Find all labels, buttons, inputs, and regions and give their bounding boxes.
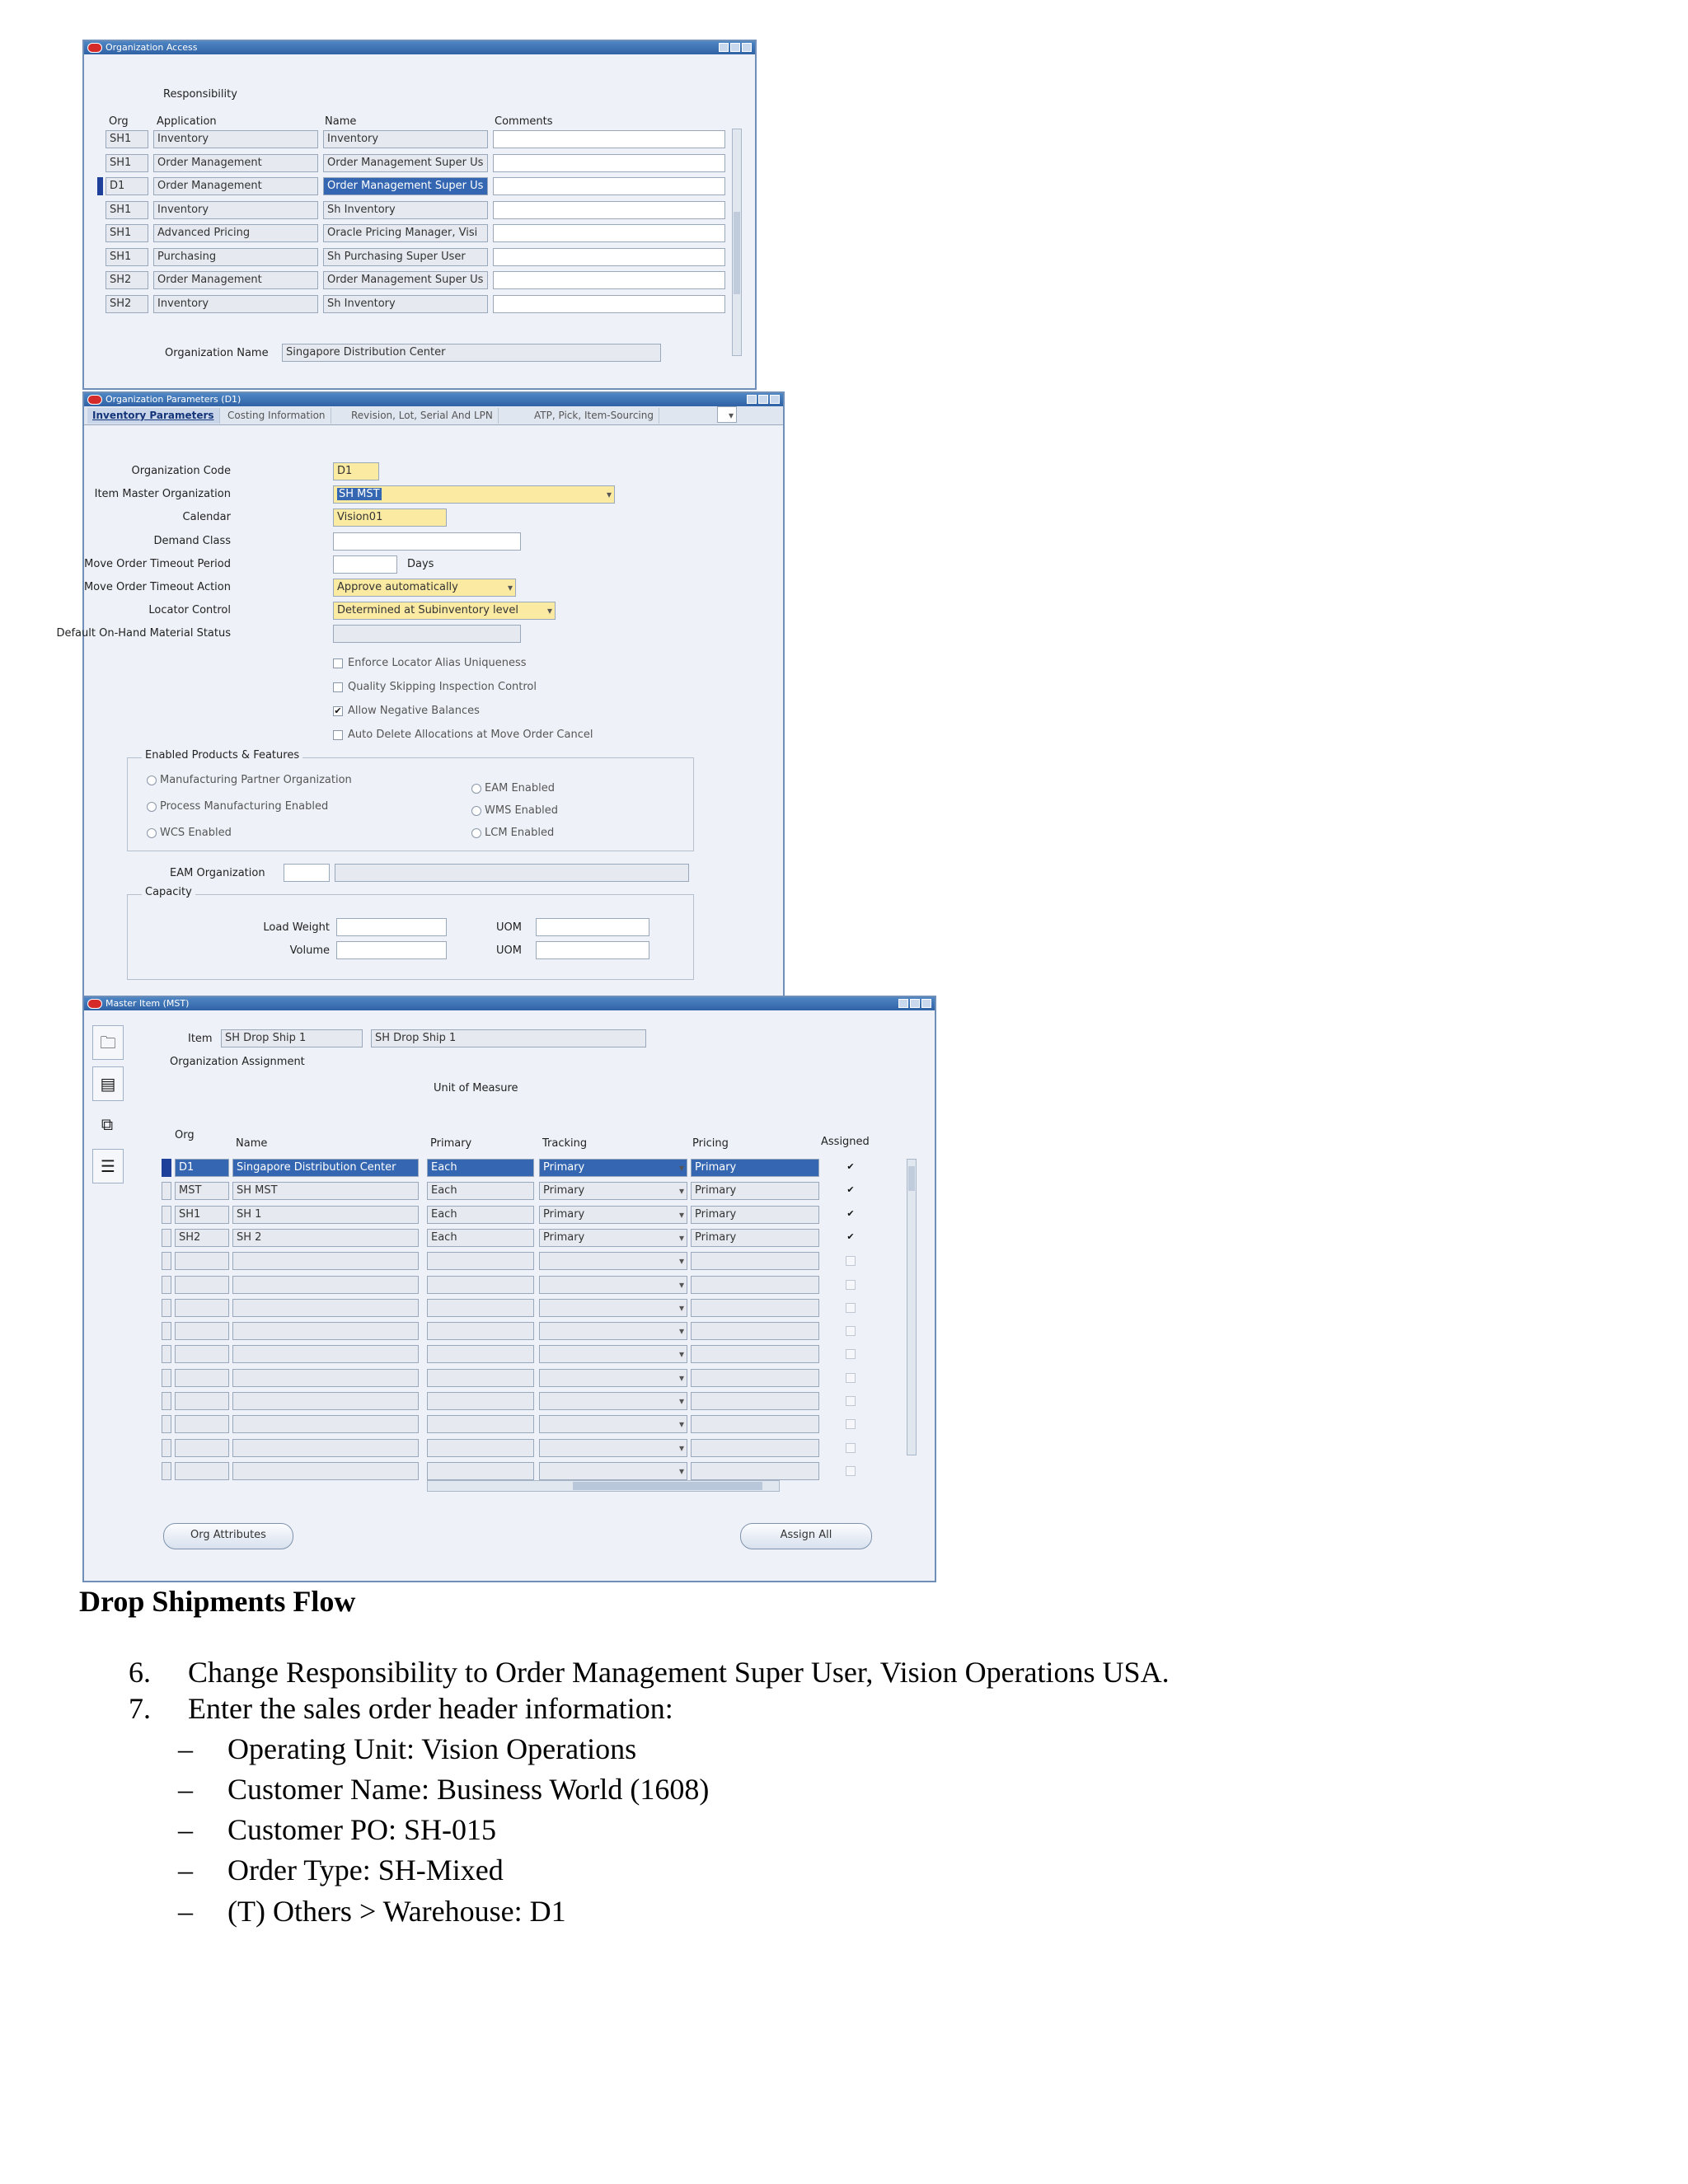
oracle-logo-icon — [87, 395, 102, 405]
section-heading: Drop Shipments Flow — [79, 1585, 356, 1618]
tracking-cell[interactable] — [539, 1252, 687, 1270]
primary-uom-cell[interactable]: Each — [427, 1206, 534, 1224]
bullet-dash: – — [178, 1732, 193, 1765]
comments-cell[interactable] — [493, 295, 725, 313]
primary-uom-cell[interactable] — [427, 1462, 534, 1480]
pricing-cell[interactable] — [691, 1345, 819, 1363]
row-selector[interactable] — [162, 1299, 171, 1317]
tracking-header: Tracking — [542, 1137, 588, 1150]
tab-list-dropdown[interactable] — [717, 406, 737, 423]
assignment-vertical-scrollbar[interactable] — [907, 1159, 917, 1455]
feature-label: Manufacturing Partner Organization — [160, 774, 352, 786]
tab-inventory-parameters[interactable]: Inventory Parameters — [87, 408, 220, 424]
tracking-cell[interactable]: Primary ▾ — [539, 1182, 687, 1200]
timeout-action-select[interactable]: Approve automatically ▾ — [333, 579, 516, 597]
master-item-titlebar[interactable] — [84, 997, 935, 1010]
close-icon[interactable] — [770, 395, 780, 404]
name-cell[interactable]: Oracle Pricing Manager, Visi — [323, 224, 488, 242]
name-header: Name — [325, 115, 357, 128]
org-header: Org — [175, 1129, 195, 1141]
close-icon[interactable] — [742, 43, 752, 52]
name-header: Name — [236, 1137, 268, 1150]
pricing-header: Pricing — [692, 1137, 729, 1150]
scrollbar-thumb[interactable] — [908, 1166, 915, 1191]
comments-cell[interactable] — [493, 201, 725, 219]
tracking-cell[interactable] — [539, 1462, 687, 1480]
org-code-label: Organization Code — [131, 465, 231, 477]
bullet-text: (T) Others > Warehouse: D1 — [227, 1895, 566, 1928]
organization-parameters-titlebar[interactable] — [84, 393, 783, 406]
assigned-checkbox[interactable] — [846, 1419, 856, 1429]
assigned-checkbox[interactable]: ✔ — [846, 1161, 855, 1172]
bullet-dash: – — [178, 1895, 193, 1928]
item-master-org-label: Item Master Organization — [94, 488, 231, 500]
comments-cell[interactable] — [493, 154, 725, 172]
row-selector[interactable] — [162, 1345, 171, 1363]
assigned-checkbox[interactable] — [846, 1373, 856, 1383]
pricing-cell[interactable] — [691, 1369, 819, 1387]
enabled-features-label: Enabled Products & Features — [142, 749, 302, 762]
assigned-checkbox[interactable] — [846, 1256, 856, 1266]
tracking-cell[interactable]: Primary ▾ — [539, 1206, 687, 1224]
step-number: 7. — [129, 1692, 151, 1725]
load-weight-uom-field[interactable] — [536, 918, 649, 936]
row-selector[interactable] — [162, 1415, 171, 1433]
uom-label-1: UOM — [496, 921, 522, 934]
assigned-checkbox[interactable] — [846, 1349, 856, 1359]
feature-label: WMS Enabled — [485, 804, 558, 817]
assigned-checkbox[interactable] — [846, 1280, 856, 1290]
uom-label-2: UOM — [496, 944, 522, 957]
primary-uom-cell[interactable] — [427, 1322, 534, 1340]
name-cell[interactable]: Order Management Super Us — [323, 177, 488, 195]
application-cell[interactable]: Order Management — [153, 154, 318, 172]
pricing-cell[interactable]: Primary — [691, 1206, 819, 1224]
row-selector[interactable] — [162, 1229, 171, 1247]
eam-organization-label: EAM Organization — [170, 867, 265, 879]
minimize-icon[interactable] — [898, 999, 908, 1008]
bullet-text: Order Type: SH-Mixed — [227, 1854, 504, 1886]
window-title: Organization Access — [106, 42, 198, 53]
primary-uom-cell[interactable] — [427, 1345, 534, 1363]
assigned-checkbox[interactable]: ✔ — [846, 1230, 855, 1242]
primary-uom-cell[interactable] — [427, 1415, 534, 1433]
org-cell[interactable]: D1 — [106, 177, 148, 195]
tab-revision-lot-serial[interactable]: Revision, Lot, Serial And LPN — [346, 408, 499, 424]
item-label: Item — [188, 1033, 213, 1045]
name-cell[interactable]: Singapore Distribution Center — [232, 1159, 419, 1177]
assigned-checkbox[interactable] — [846, 1396, 856, 1406]
primary-header: Primary — [430, 1137, 472, 1150]
comments-cell[interactable] — [493, 224, 725, 242]
feature-label: LCM Enabled — [485, 827, 555, 839]
application-cell[interactable]: Inventory — [153, 201, 318, 219]
onhand-status-field[interactable] — [333, 625, 521, 643]
demand-class-label: Demand Class — [153, 535, 231, 547]
master-item-window — [82, 996, 936, 1582]
feature-checkbox[interactable] — [471, 828, 481, 838]
option-label: Allow Negative Balances — [348, 705, 480, 717]
application-cell[interactable]: Advanced Pricing — [153, 224, 318, 242]
row-selector[interactable] — [162, 1392, 171, 1410]
step-text: Change Responsibility to Order Management Super User, Vision Operations USA. — [188, 1656, 1170, 1689]
assigned-checkbox[interactable] — [846, 1326, 856, 1336]
oracle-logo-icon — [87, 43, 102, 53]
name-cell[interactable] — [232, 1439, 419, 1457]
pricing-cell[interactable] — [691, 1415, 819, 1433]
tab-costing-information[interactable]: Costing Information — [223, 408, 331, 424]
option-label: Quality Skipping Inspection Control — [348, 681, 537, 693]
calendar-field[interactable]: Vision01 — [333, 509, 447, 527]
name-cell[interactable] — [232, 1276, 419, 1294]
current-row-indicator — [97, 177, 103, 195]
capacity-group — [127, 894, 694, 980]
org-cell[interactable]: MST — [175, 1182, 229, 1200]
feature-label: EAM Enabled — [485, 782, 555, 794]
option-checkbox[interactable]: ✔ — [334, 705, 342, 716]
name-cell[interactable]: Sh Inventory — [323, 201, 488, 219]
days-label: Days — [407, 558, 434, 570]
primary-uom-cell[interactable]: Each — [427, 1182, 534, 1200]
pricing-cell[interactable] — [691, 1392, 819, 1410]
assign-all-button[interactable]: Assign All — [740, 1523, 872, 1549]
application-cell[interactable]: Purchasing — [153, 248, 318, 266]
name-cell[interactable]: Inventory — [323, 130, 488, 148]
org-assignment-label: Organization Assignment — [170, 1056, 305, 1068]
org-cell[interactable]: SH2 — [175, 1229, 229, 1247]
org-cell[interactable] — [175, 1322, 229, 1340]
org-header: Org — [109, 115, 129, 128]
organization-access-titlebar[interactable] — [84, 41, 755, 54]
maximize-icon[interactable] — [910, 999, 920, 1008]
assigned-checkbox[interactable] — [846, 1466, 856, 1476]
application-cell[interactable]: Inventory — [153, 130, 318, 148]
pricing-cell[interactable]: Primary — [691, 1229, 819, 1247]
org-cell[interactable]: SH2 — [106, 271, 148, 289]
application-header: Application — [157, 115, 217, 128]
name-cell[interactable]: SH MST — [232, 1182, 419, 1200]
application-cell[interactable]: Order Management — [153, 177, 318, 195]
org-cell[interactable]: SH1 — [175, 1206, 229, 1224]
oracle-logo-icon — [87, 999, 102, 1009]
step-number: 6. — [129, 1656, 151, 1689]
feature-label: Process Manufacturing Enabled — [160, 800, 329, 813]
tab-atp-pick-sourcing[interactable]: ATP, Pick, Item-Sourcing — [529, 408, 659, 424]
bullet-text: Operating Unit: Vision Operations — [227, 1732, 637, 1765]
org-cell[interactable] — [175, 1369, 229, 1387]
org-cell[interactable]: SH1 — [106, 154, 148, 172]
row-selector[interactable] — [162, 1206, 171, 1224]
tracking-cell[interactable] — [539, 1276, 687, 1294]
option-checkbox[interactable] — [333, 682, 343, 692]
responsibility-scrollbar[interactable] — [732, 129, 742, 356]
parameter-tabs — [84, 406, 783, 425]
assigned-checkbox[interactable]: ✔ — [846, 1207, 855, 1219]
feature-checkbox[interactable] — [471, 806, 481, 816]
org-cell[interactable]: SH1 — [106, 224, 148, 242]
feature-checkbox[interactable] — [147, 828, 157, 838]
timeout-period-field[interactable] — [333, 555, 397, 574]
item-master-org-field[interactable] — [333, 485, 615, 504]
org-cell[interactable] — [175, 1415, 229, 1433]
org-cell[interactable] — [175, 1252, 229, 1270]
name-cell[interactable] — [232, 1345, 419, 1363]
bullet-dash: – — [178, 1773, 193, 1806]
tracking-cell[interactable] — [539, 1299, 687, 1317]
option-label: Enforce Locator Alias Uniqueness — [348, 657, 527, 669]
minimize-icon[interactable] — [719, 43, 729, 52]
row-selector[interactable] — [162, 1252, 171, 1270]
comments-cell[interactable] — [493, 248, 725, 266]
item-image-icon[interactable]: 🗀 — [92, 1025, 124, 1060]
comments-header: Comments — [495, 115, 553, 128]
primary-uom-cell[interactable]: Each — [427, 1229, 534, 1247]
calendar-label: Calendar — [182, 511, 231, 523]
assigned-checkbox[interactable]: ✔ — [846, 1184, 855, 1196]
application-cell[interactable]: Inventory — [153, 295, 318, 313]
pricing-cell[interactable] — [691, 1299, 819, 1317]
primary-uom-cell[interactable] — [427, 1392, 534, 1410]
org-cell[interactable]: SH2 — [106, 295, 148, 313]
feature-checkbox[interactable] — [147, 776, 157, 785]
eam-organization-name — [335, 864, 689, 882]
organization-access-window — [82, 40, 757, 390]
window-title: Master Item (MST) — [106, 998, 190, 1009]
primary-uom-cell[interactable] — [427, 1439, 534, 1457]
option-label: Auto Delete Allocations at Move Order Cancel — [348, 729, 593, 741]
org-cell[interactable]: SH1 — [106, 201, 148, 219]
org-cell[interactable] — [175, 1439, 229, 1457]
org-cell[interactable] — [175, 1462, 229, 1480]
item-description-field[interactable]: SH Drop Ship 1 — [371, 1029, 646, 1047]
pricing-cell[interactable] — [691, 1252, 819, 1270]
name-cell[interactable] — [232, 1252, 419, 1270]
pricing-cell[interactable] — [691, 1276, 819, 1294]
maximize-icon[interactable] — [730, 43, 740, 52]
bullet-dash: – — [178, 1813, 193, 1846]
org-cell[interactable] — [175, 1299, 229, 1317]
window-title: Organization Parameters (D1) — [106, 394, 241, 405]
primary-uom-cell[interactable] — [427, 1276, 534, 1294]
assigned-checkbox[interactable] — [846, 1443, 856, 1453]
locator-control-select[interactable]: Determined at Subinventory level ▾ — [333, 602, 556, 620]
row-selector[interactable] — [162, 1322, 171, 1340]
org-attributes-button[interactable]: Org Attributes — [163, 1523, 293, 1549]
comments-cell[interactable] — [493, 271, 725, 289]
assignment-horizontal-scrollbar[interactable] — [427, 1480, 780, 1492]
bullet-text: Customer Name: Business World (1608) — [227, 1773, 710, 1806]
window-controls — [897, 999, 931, 1012]
minimize-icon[interactable] — [747, 395, 757, 404]
pricing-cell[interactable]: Primary — [691, 1159, 819, 1177]
name-cell[interactable]: Sh Inventory — [323, 295, 488, 313]
maximize-icon[interactable] — [758, 395, 768, 404]
application-cell[interactable]: Order Management — [153, 271, 318, 289]
scrollbar-thumb[interactable] — [573, 1482, 762, 1490]
org-cell[interactable] — [175, 1392, 229, 1410]
demand-class-field[interactable] — [333, 532, 521, 551]
name-cell[interactable]: SH 1 — [232, 1206, 419, 1224]
row-selector[interactable] — [162, 1276, 171, 1294]
item-master-org-value: SH MST — [339, 488, 380, 500]
assigned-header: Assigned — [821, 1136, 870, 1148]
name-cell[interactable] — [232, 1392, 419, 1410]
tracking-cell[interactable] — [539, 1345, 687, 1363]
name-cell[interactable] — [232, 1462, 419, 1480]
window-controls — [717, 43, 752, 56]
organization-name-field[interactable]: Singapore Distribution Center — [282, 344, 661, 362]
assigned-checkbox[interactable] — [846, 1303, 856, 1313]
comments-cell[interactable] — [493, 177, 725, 195]
current-row-indicator — [162, 1159, 171, 1177]
step-text: Enter the sales order header information: — [188, 1692, 673, 1725]
tracking-cell[interactable] — [539, 1369, 687, 1387]
option-checkbox[interactable] — [333, 658, 343, 668]
name-cell[interactable] — [232, 1299, 419, 1317]
name-cell[interactable]: Sh Purchasing Super User — [323, 248, 488, 266]
catalog-list-icon[interactable]: ☰ — [92, 1149, 124, 1183]
scrollbar-thumb[interactable] — [734, 212, 740, 294]
organization-name-label: Organization Name — [165, 347, 269, 359]
eam-organization-field[interactable] — [284, 864, 330, 882]
pricing-cell[interactable] — [691, 1322, 819, 1340]
comments-cell[interactable] — [493, 130, 725, 148]
tracking-cell[interactable]: Primary ▾ — [539, 1229, 687, 1247]
bullet-dash: – — [178, 1854, 193, 1886]
tracking-cell[interactable] — [539, 1415, 687, 1433]
locator-control-label: Locator Control — [148, 604, 231, 616]
name-cell[interactable]: Order Management Super Us — [323, 154, 488, 172]
uom-group-label: Unit of Measure — [434, 1082, 518, 1094]
responsibility-group-label: Responsibility — [163, 88, 237, 101]
row-selector[interactable] — [162, 1369, 171, 1387]
volume-field[interactable] — [336, 941, 447, 959]
timeout-period-label: Move Order Timeout Period — [84, 558, 231, 570]
timeout-action-label: Move Order Timeout Action — [83, 581, 231, 593]
load-weight-field[interactable] — [336, 918, 447, 936]
org-cell[interactable] — [175, 1345, 229, 1363]
org-cell[interactable] — [175, 1276, 229, 1294]
org-cell[interactable]: SH1 — [106, 248, 148, 266]
load-weight-label: Load Weight — [263, 921, 330, 934]
item-field[interactable]: SH Drop Ship 1 — [221, 1029, 363, 1047]
pricing-cell[interactable] — [691, 1439, 819, 1457]
tracking-cell[interactable]: Primary ▾ — [539, 1159, 687, 1177]
onhand-status-label: Default On-Hand Material Status — [56, 627, 231, 640]
pricing-cell[interactable]: Primary — [691, 1182, 819, 1200]
primary-uom-cell[interactable] — [427, 1299, 534, 1317]
tracking-cell[interactable] — [539, 1392, 687, 1410]
pricing-cell[interactable] — [691, 1462, 819, 1480]
option-checkbox[interactable] — [333, 730, 343, 740]
name-cell[interactable]: Order Management Super Us — [323, 271, 488, 289]
attachments-icon[interactable]: ⧉ — [101, 1114, 114, 1134]
name-cell[interactable] — [232, 1415, 419, 1433]
name-cell[interactable] — [232, 1369, 419, 1387]
close-icon[interactable] — [921, 999, 931, 1008]
volume-uom-field[interactable] — [536, 941, 649, 959]
feature-checkbox[interactable] — [471, 784, 481, 794]
primary-uom-cell[interactable] — [427, 1252, 534, 1270]
feature-checkbox[interactable] — [147, 802, 157, 812]
org-cell[interactable]: D1 — [175, 1159, 229, 1177]
tracking-cell[interactable] — [539, 1322, 687, 1340]
org-cell[interactable]: SH1 — [106, 130, 148, 148]
primary-uom-cell[interactable] — [427, 1369, 534, 1387]
name-cell[interactable] — [232, 1322, 419, 1340]
tracking-cell[interactable] — [539, 1439, 687, 1457]
bullet-text: Customer PO: SH-015 — [227, 1813, 497, 1846]
name-cell[interactable]: SH 2 — [232, 1229, 419, 1247]
volume-label: Volume — [289, 944, 330, 957]
primary-uom-cell[interactable]: Each — [427, 1159, 534, 1177]
feature-label: WCS Enabled — [160, 827, 232, 839]
row-selector[interactable] — [162, 1462, 171, 1480]
capacity-label: Capacity — [142, 886, 195, 898]
row-selector[interactable] — [162, 1182, 171, 1200]
org-code-field[interactable]: D1 — [333, 462, 379, 480]
document-icon[interactable]: ▤ — [92, 1066, 124, 1101]
row-selector[interactable] — [162, 1439, 171, 1457]
organization-parameters-window — [56, 391, 785, 997]
